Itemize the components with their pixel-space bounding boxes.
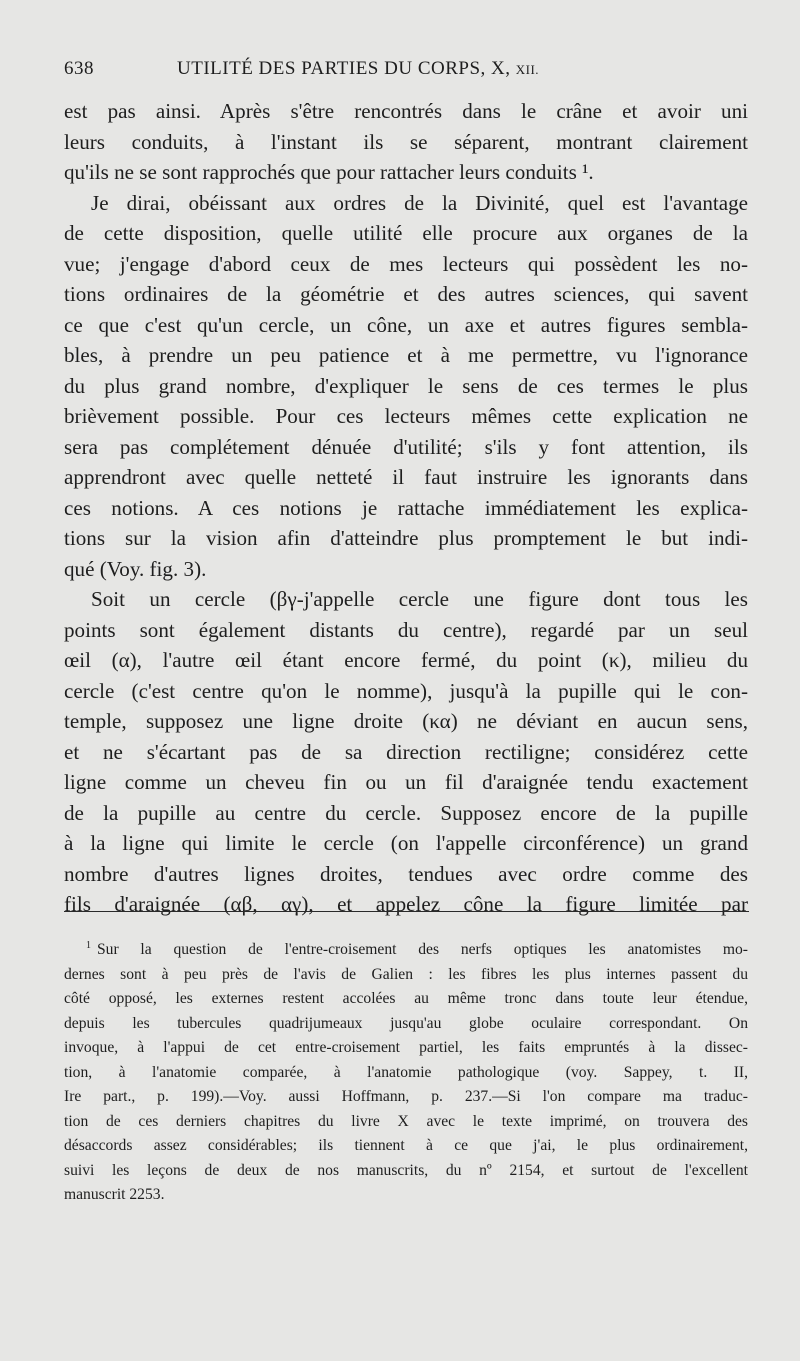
text-line: ce que c'est qu'un cercle, un cône, un axe et autres figures sembla- [64,312,748,337]
text-line: à la ligne qui limite le cercle (on l'appelle circonférence) un grand [64,831,748,855]
text-line: nombre d'autres lignes droites, tendues avec ordre comme des [64,861,748,886]
footnote-line: dernes sont à peu près de l'avis de Galien : les fibres les plus internes passent du [64,965,748,983]
footnote-line: manuscrit 2253. [64,1186,165,1203]
footnote-line: côté opposé, les externes restent accolées au même tronc dans toute leur étendue, [64,990,748,1007]
running-title-text: UTILITÉ DES PARTIES DU CORPS, X, [177,58,511,79]
footnote-line: Ire part., p. 199).—Voy. aussi Hoffmann, p. 237.—Si l'on compare ma traduc- [64,1088,748,1105]
text-line: bles, à prendre un peu patience et à me permettre, vu l'ignorance [64,343,748,367]
text-line: qu'ils ne se sont rapprochés que pour rattacher leurs conduits ¹. [64,160,594,184]
footnote-line: désaccords assez considérables; ils tiennent à ce que j'ai, le plus ordinairement, [64,1137,748,1154]
page-header [64,58,748,88]
footnote [64,938,748,1208]
footnote-line [64,938,748,963]
footnote-line: tion de ces derniers chapitres du livre X avec le texte imprimé, on trouvera des [64,1112,748,1130]
chapter-number: XII. [515,62,540,77]
footnote-line: invoque, à l'appui de cet entre-croisement partiel, les faits empruntés à la dissec- [64,1039,748,1056]
text-line: et ne s'écartant pas de sa direction rectiligne; considérez cette [64,739,748,764]
text-line: du plus grand nombre, d'expliquer le sens de ces termes le plus [64,373,748,398]
text-line: temple, supposez une ligne droite (κα) ne déviant en aucun sens, [64,709,748,733]
footnote-marker: 1 [86,940,91,951]
footnote-line: tion, à l'anatomie comparée, à l'anatomie pathologique (voy. Sappey, t. II, [64,1063,748,1081]
main-text [64,96,748,920]
text-line: sera pas complétement dénuée d'utilité; s'ils y font attention, ils [64,434,748,459]
text-line: de la pupille au centre du cercle. Supposez encore de la pupille [64,800,748,825]
page-number: 638 [64,58,94,79]
text-line: tions ordinaires de la géométrie et des autres sciences, qui savent [64,282,748,306]
text-line: cercle (c'est centre qu'on le nomme), jusqu'à la pupille qui le con- [64,678,748,703]
text-line: qué (Voy. fig. 3). [64,556,207,581]
text-line: Soit un cercle (βγ-j'appelle cercle une figure dont tous les [91,587,748,611]
text-line: ligne comme un cheveu fin ou un fil d'araignée tendu exactement [64,770,748,794]
footnote-line: suivi les leçons de deux de nos manuscrits, du nº 2154, et surtout de l'excellent [64,1161,748,1179]
text-line: vue; j'engage d'abord ceux de mes lecteurs qui possèdent les no- [64,251,748,276]
footnote-divider [64,911,749,912]
text-line: ces notions. A ces notions je rattache immédiatement les explica- [64,495,748,520]
text-line: apprendront avec quelle netteté il faut instruire les ignorants dans [64,465,748,489]
text-line: tions sur la vision afin d'atteindre plus promptement le but indi- [64,526,748,550]
text-line: leurs conduits, à l'instant ils se séparent, montrant clairement [64,129,748,154]
footnote-line: depuis les tubercules quadrijumeaux jusqu'au globe oculaire correspondant. On [64,1014,748,1032]
text-line: œil (α), l'autre œil étant encore fermé, du point (κ), milieu du [64,648,748,672]
footnote-line-text: Sur la question de l'entre-croisement des nerfs optiques les anatomistes mo- [97,941,748,958]
text-line: Je dirai, obéissant aux ordres de la Divinité, quel est l'avantage [91,190,748,215]
text-line: fils d'araignée (αβ, αγ), et appelez cône la figure limitée par [64,892,748,916]
text-line: brièvement possible. Pour ces lecteurs mêmes cette explication ne [64,404,748,428]
running-title [177,58,539,80]
text-line: est pas ainsi. Après s'être rencontrés dans le crâne et avoir uni [64,99,748,123]
text-line: de cette disposition, quelle utilité elle procure aux organes de la [64,221,748,245]
text-line: points sont également distants du centre), regardé par un seul [64,617,748,642]
